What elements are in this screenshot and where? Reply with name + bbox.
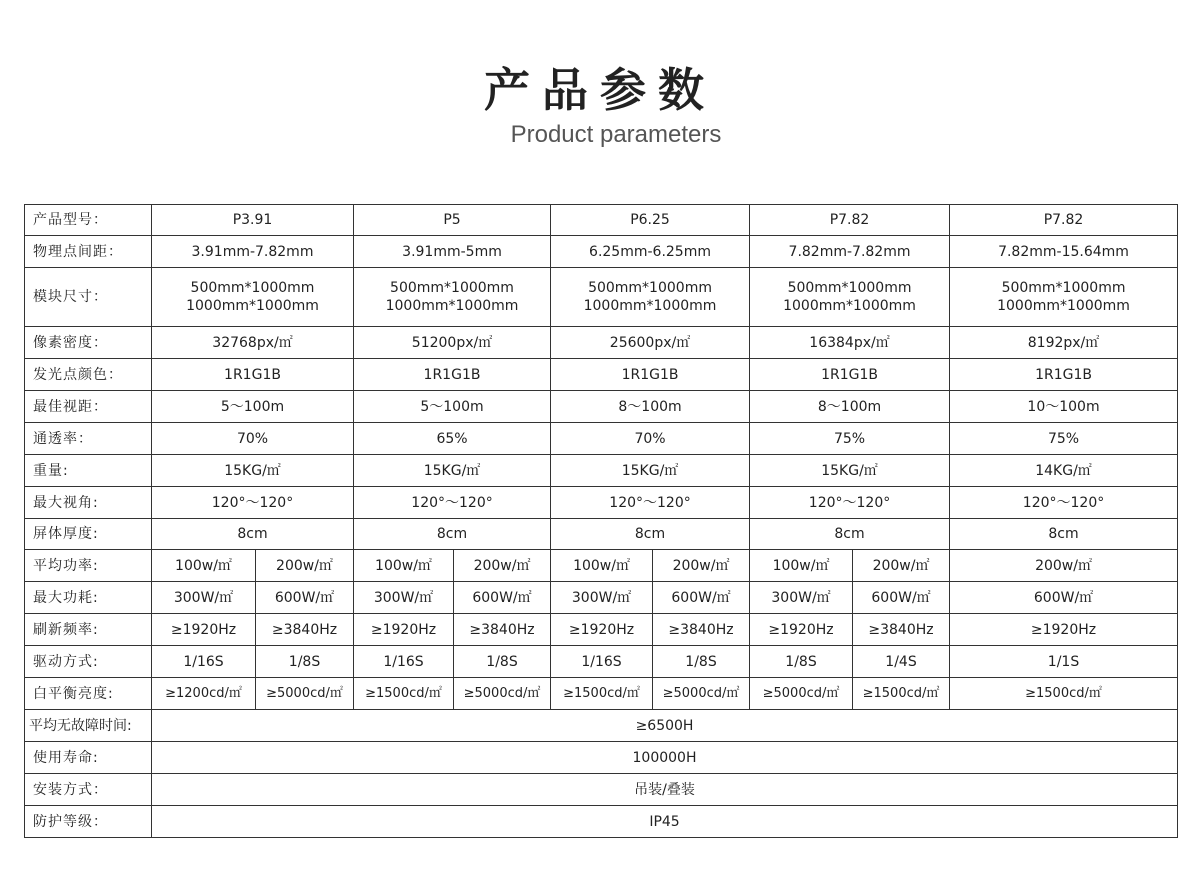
row-model [25,205,1178,236]
table-cell: 70% [551,423,750,455]
module-size-line: 500mm*1000mm [588,280,712,296]
table-cell: 120°～120° [551,487,750,519]
table-cell: 1/16S [551,646,653,678]
table-cell [354,268,551,327]
module-size-line: 1000mm*1000mm [385,298,519,314]
table-cell: 6.25mm-6.25mm [551,236,750,268]
table-cell: 8cm [152,519,354,550]
table-cell: 1R1G1B [551,359,750,391]
table-cell: 300W/㎡ [152,582,256,614]
table-cell: 1R1G1B [354,359,551,391]
table-cell: 7.82mm-15.64mm [950,236,1178,268]
table-cell: 吊装/叠装 [152,774,1178,806]
table-cell: 8cm [354,519,551,550]
table-cell: ≥1920Hz [750,614,853,646]
table-cell: P3.91 [152,205,354,236]
table-cell: 70% [152,423,354,455]
table-cell: 32768px/㎡ [152,327,354,359]
table-cell: 600W/㎡ [454,582,551,614]
table-cell: 1/4S [853,646,950,678]
table-cell: ≥5000cd/㎡ [256,678,354,710]
table-cell: 14KG/㎡ [950,455,1178,487]
table-cell: IP45 [152,806,1178,838]
table-cell: 1/8S [750,646,853,678]
row-label: 通透率： [25,423,152,455]
row-label: 平均无故障时间: [25,710,152,742]
table-cell: 120°～120° [950,487,1178,519]
row-label: 物理点间距： [25,236,152,268]
module-size-line: 500mm*1000mm [390,280,514,296]
table-cell: ≥1500cd/㎡ [853,678,950,710]
table-cell: 200w/㎡ [653,550,750,582]
table-cell: P7.82 [750,205,950,236]
table-cell: ≥1920Hz [354,614,454,646]
table-cell: 1R1G1B [950,359,1178,391]
row-label: 重量: [25,455,152,487]
row-label: 最大功耗: [25,582,152,614]
module-size-line: 1000mm*1000mm [997,298,1130,314]
table-cell: P7.82 [950,205,1178,236]
row-module [25,268,1178,327]
row-view-angle [25,487,1178,519]
table-cell: 8cm [750,519,950,550]
table-cell: 600W/㎡ [653,582,750,614]
table-cell: ≥3840Hz [256,614,354,646]
row-label: 模块尺寸： [25,268,152,327]
row-avg-power [25,550,1178,582]
row-transparency [25,423,1178,455]
table-cell: 100000H [152,742,1178,774]
table-cell: ≥1500cd/㎡ [551,678,653,710]
row-density [25,327,1178,359]
table-cell: ≥3840Hz [653,614,750,646]
table-cell: 1/1S [950,646,1178,678]
table-cell: 600W/㎡ [950,582,1178,614]
table-cell: ≥3840Hz [454,614,551,646]
table-cell: 100w/㎡ [354,550,454,582]
page-title: 产品参数 [484,63,716,117]
table-cell: 5～100m [354,391,551,423]
table-cell: ≥5000cd/㎡ [454,678,551,710]
row-label: 安装方式： [25,774,152,806]
row-mtbf [25,710,1178,742]
row-label: 屏体厚度: [25,519,152,550]
table-cell: 51200px/㎡ [354,327,551,359]
table-cell: 25600px/㎡ [551,327,750,359]
table-cell: ≥1920Hz [950,614,1178,646]
table-cell: 15KG/㎡ [750,455,950,487]
table-cell: ≥1500cd/㎡ [354,678,454,710]
row-label: 使用寿命: [25,742,152,774]
table-cell: 1/8S [256,646,354,678]
table-cell: ≥1500cd/㎡ [950,678,1178,710]
table-cell: ≥5000cd/㎡ [750,678,853,710]
table-cell: 8192px/㎡ [950,327,1178,359]
table-cell: 8～100m [551,391,750,423]
table-cell: 75% [750,423,950,455]
row-drive [25,646,1178,678]
row-thickness [25,519,1178,550]
page-subtitle: Product parameters [510,121,722,148]
row-view-distance [25,391,1178,423]
table-cell: ≥5000cd/㎡ [653,678,750,710]
table-cell: P5 [354,205,551,236]
row-max-power [25,582,1178,614]
row-pitch [25,236,1178,268]
table-cell: 120°～120° [354,487,551,519]
row-color [25,359,1178,391]
table-cell: 1/16S [354,646,454,678]
table-cell: 200w/㎡ [256,550,354,582]
table-cell: 300W/㎡ [750,582,853,614]
table-cell: 600W/㎡ [853,582,950,614]
row-label: 像素密度： [25,327,152,359]
table-cell: ≥1200cd/㎡ [152,678,256,710]
table-cell: 65% [354,423,551,455]
table-cell: 1R1G1B [152,359,354,391]
table-cell: 15KG/㎡ [152,455,354,487]
table-cell: 1/16S [152,646,256,678]
table-cell: 1/8S [454,646,551,678]
module-size-line: 500mm*1000mm [1001,280,1126,296]
module-size-line: 1000mm*1000mm [583,298,717,314]
table-cell: ≥3840Hz [853,614,950,646]
row-refresh [25,614,1178,646]
row-label: 防护等级： [25,806,152,838]
module-size-line: 500mm*1000mm [787,280,912,296]
row-lifespan [25,742,1178,774]
table-cell: 100w/㎡ [152,550,256,582]
table-cell: 8cm [551,519,750,550]
table-cell: 3.91mm-5mm [354,236,551,268]
row-label: 最佳视距： [25,391,152,423]
table-cell: 3.91mm-7.82mm [152,236,354,268]
table-cell: 15KG/㎡ [354,455,551,487]
table-cell: 100w/㎡ [551,550,653,582]
table-cell [551,268,750,327]
table-cell [152,268,354,327]
table-cell: 75% [950,423,1178,455]
table-cell: 8～100m [750,391,950,423]
table-cell: 15KG/㎡ [551,455,750,487]
table-cell: 300W/㎡ [551,582,653,614]
row-label: 白平衡亮度: [25,678,152,710]
table-cell [950,268,1178,327]
table-cell: 300W/㎡ [354,582,454,614]
table-cell: 1/8S [653,646,750,678]
table-cell: 7.82mm-7.82mm [750,236,950,268]
row-label: 驱动方式: [25,646,152,678]
row-label: 刷新频率: [25,614,152,646]
row-install [25,774,1178,806]
row-protection [25,806,1178,838]
table-cell: 120°～120° [152,487,354,519]
table-cell: 200w/㎡ [853,550,950,582]
table-cell: 1R1G1B [750,359,950,391]
module-size-line: 1000mm*1000mm [783,298,916,314]
table-cell: 100w/㎡ [750,550,853,582]
table-cell: 600W/㎡ [256,582,354,614]
table-cell: ≥6500H [152,710,1178,742]
table-cell: 200w/㎡ [950,550,1178,582]
table-cell: 8cm [950,519,1178,550]
table-cell: ≥1920Hz [551,614,653,646]
row-label: 产品型号： [25,205,152,236]
row-label: 最大视角: [25,487,152,519]
row-brightness [25,678,1178,710]
module-size-line: 500mm*1000mm [190,280,315,296]
table-cell: 120°～120° [750,487,950,519]
row-weight [25,455,1178,487]
table-cell: P6.25 [551,205,750,236]
table-cell: 200w/㎡ [454,550,551,582]
row-label: 发光点颜色： [25,359,152,391]
table-cell: 16384px/㎡ [750,327,950,359]
table-cell: 5～100m [152,391,354,423]
table-cell: 10～100m [950,391,1178,423]
spec-table [24,204,1178,838]
table-cell [750,268,950,327]
table-cell: ≥1920Hz [152,614,256,646]
module-size-line: 1000mm*1000mm [186,298,319,314]
row-label: 平均功率: [25,550,152,582]
